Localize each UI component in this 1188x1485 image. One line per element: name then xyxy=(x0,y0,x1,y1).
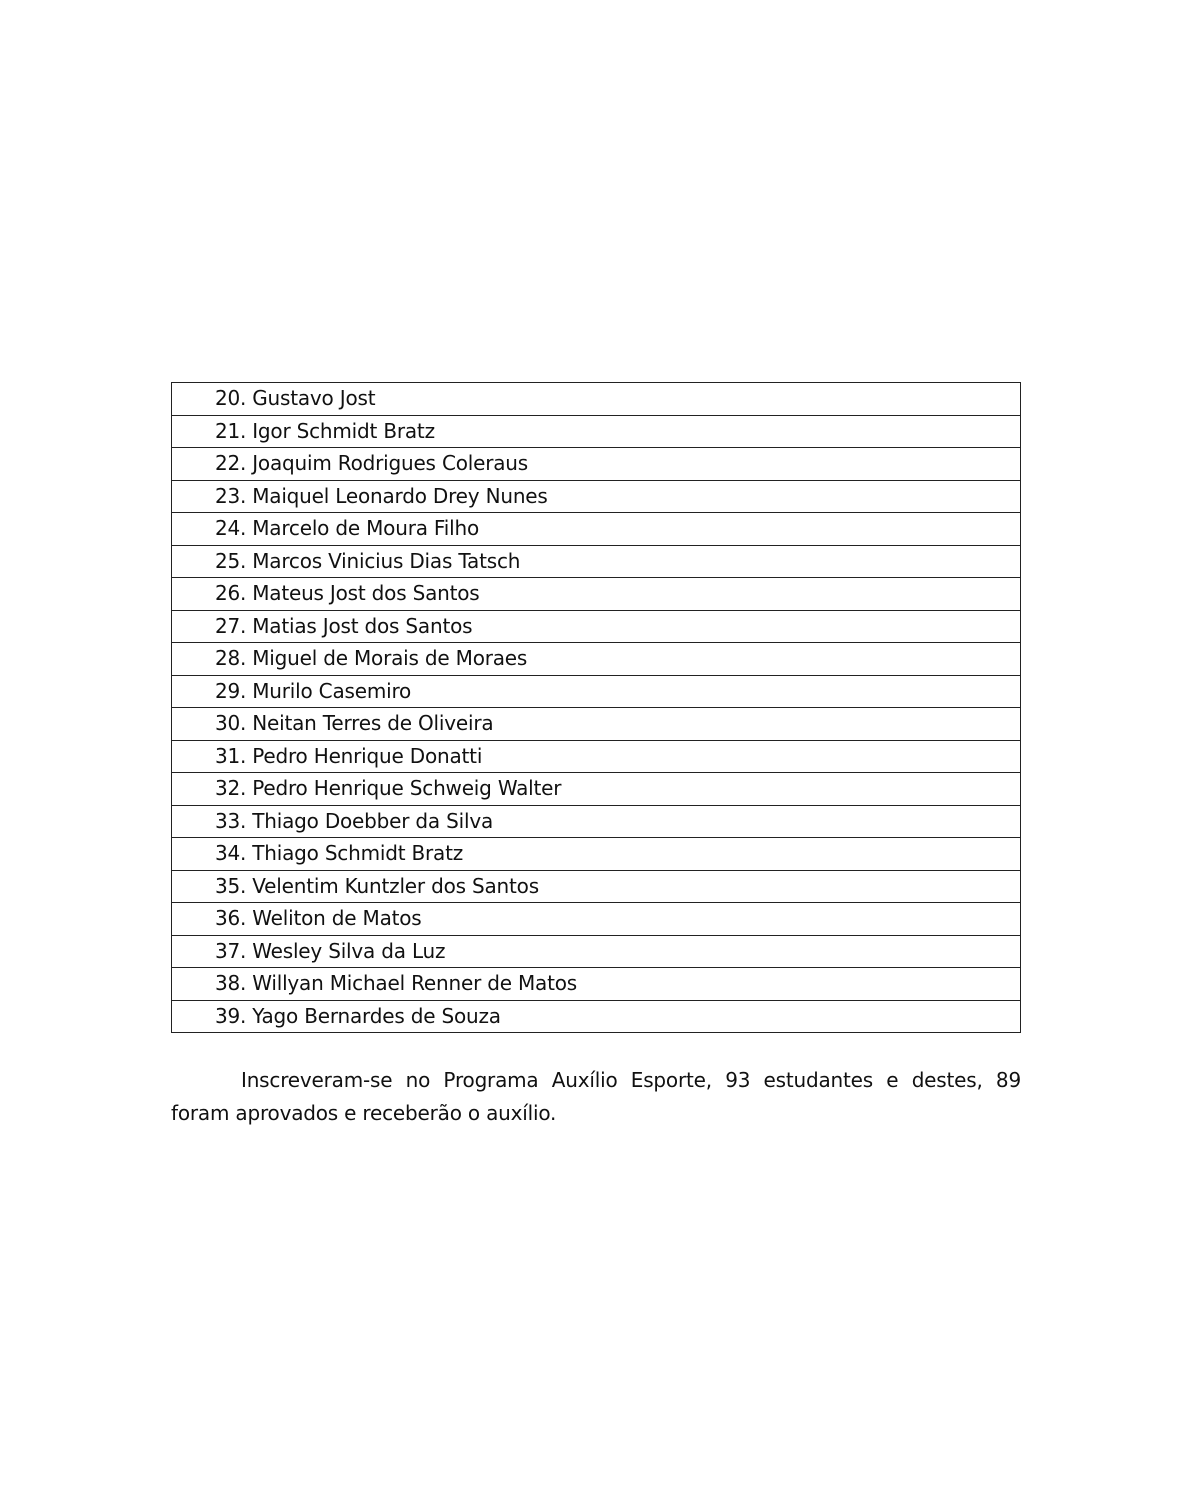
student-name: Pedro Henrique Schweig Walter xyxy=(252,776,562,801)
student-name: Igor Schmidt Bratz xyxy=(252,418,435,443)
item-number: 32. xyxy=(215,776,247,801)
list-item xyxy=(172,545,1021,578)
list-item xyxy=(172,1000,1021,1033)
item-number: 26. xyxy=(215,581,247,606)
table-row xyxy=(172,870,1021,903)
student-list-table xyxy=(171,382,1021,1033)
student-name: Yago Bernardes de Souza xyxy=(252,1003,501,1028)
list-item xyxy=(172,773,1021,806)
table-row xyxy=(172,415,1021,448)
table-row xyxy=(172,545,1021,578)
list-item xyxy=(172,643,1021,676)
item-number: 30. xyxy=(215,711,247,736)
student-name: Thiago Doebber da Silva xyxy=(252,808,494,833)
table-row xyxy=(172,773,1021,806)
student-name: Marcelo de Moura Filho xyxy=(252,516,480,541)
table-row xyxy=(172,935,1021,968)
table-row xyxy=(172,578,1021,611)
item-number: 31. xyxy=(215,743,247,768)
list-item xyxy=(172,415,1021,448)
student-name: Mateus Jost dos Santos xyxy=(252,581,480,606)
list-item xyxy=(172,675,1021,708)
list-item xyxy=(172,610,1021,643)
item-number: 29. xyxy=(215,678,247,703)
student-name: Miguel de Morais de Moraes xyxy=(252,646,528,671)
student-name: Murilo Casemiro xyxy=(252,678,412,703)
list-item xyxy=(172,935,1021,968)
item-number: 23. xyxy=(215,483,247,508)
table-row xyxy=(172,1000,1021,1033)
student-name: Willyan Michael Renner de Matos xyxy=(252,971,578,996)
item-number: 21. xyxy=(215,418,247,443)
summary-paragraph: Inscreveram-se no Programa Auxílio Esporte, 93 estudantes e destes, 89 foram aprovados e receberão o auxílio. xyxy=(171,1068,1021,1125)
list-item xyxy=(172,448,1021,481)
student-name: Pedro Henrique Donatti xyxy=(252,743,483,768)
table-row xyxy=(172,708,1021,741)
list-item xyxy=(172,870,1021,903)
item-number: 37. xyxy=(215,938,247,963)
table-row xyxy=(172,968,1021,1001)
table-row xyxy=(172,643,1021,676)
list-item xyxy=(172,578,1021,611)
table-row xyxy=(172,480,1021,513)
item-number: 35. xyxy=(215,873,247,898)
list-item xyxy=(172,383,1021,416)
student-name: Neitan Terres de Oliveira xyxy=(252,711,494,736)
item-number: 22. xyxy=(215,451,247,476)
student-name: Joaquim Rodrigues Coleraus xyxy=(252,451,528,476)
table-row xyxy=(172,610,1021,643)
item-number: 25. xyxy=(215,548,247,573)
list-item xyxy=(172,838,1021,871)
student-name: Maiquel Leonardo Drey Nunes xyxy=(252,483,548,508)
item-number: 33. xyxy=(215,808,247,833)
item-number: 20. xyxy=(215,386,247,411)
student-name: Marcos Vinicius Dias Tatsch xyxy=(252,548,521,573)
student-name: Velentim Kuntzler dos Santos xyxy=(252,873,539,898)
table-row xyxy=(172,805,1021,838)
student-name: Matias Jost dos Santos xyxy=(252,613,473,638)
list-item xyxy=(172,968,1021,1001)
item-number: 38. xyxy=(215,971,247,996)
list-item xyxy=(172,708,1021,741)
table-row xyxy=(172,383,1021,416)
list-item xyxy=(172,513,1021,546)
table-row xyxy=(172,740,1021,773)
item-number: 28. xyxy=(215,646,247,671)
student-name: Gustavo Jost xyxy=(252,386,376,411)
item-number: 39. xyxy=(215,1003,247,1028)
table-row xyxy=(172,903,1021,936)
table-row xyxy=(172,838,1021,871)
list-item xyxy=(172,805,1021,838)
table-row xyxy=(172,675,1021,708)
student-name: Thiago Schmidt Bratz xyxy=(252,841,464,866)
item-number: 24. xyxy=(215,516,247,541)
item-number: 27. xyxy=(215,613,247,638)
list-item xyxy=(172,903,1021,936)
student-name: Wesley Silva da Luz xyxy=(252,938,446,963)
list-item xyxy=(172,480,1021,513)
student-name: Weliton de Matos xyxy=(252,906,422,931)
item-number: 36. xyxy=(215,906,247,931)
item-number: 34. xyxy=(215,841,247,866)
table-row xyxy=(172,448,1021,481)
table-row xyxy=(172,513,1021,546)
list-item xyxy=(172,740,1021,773)
